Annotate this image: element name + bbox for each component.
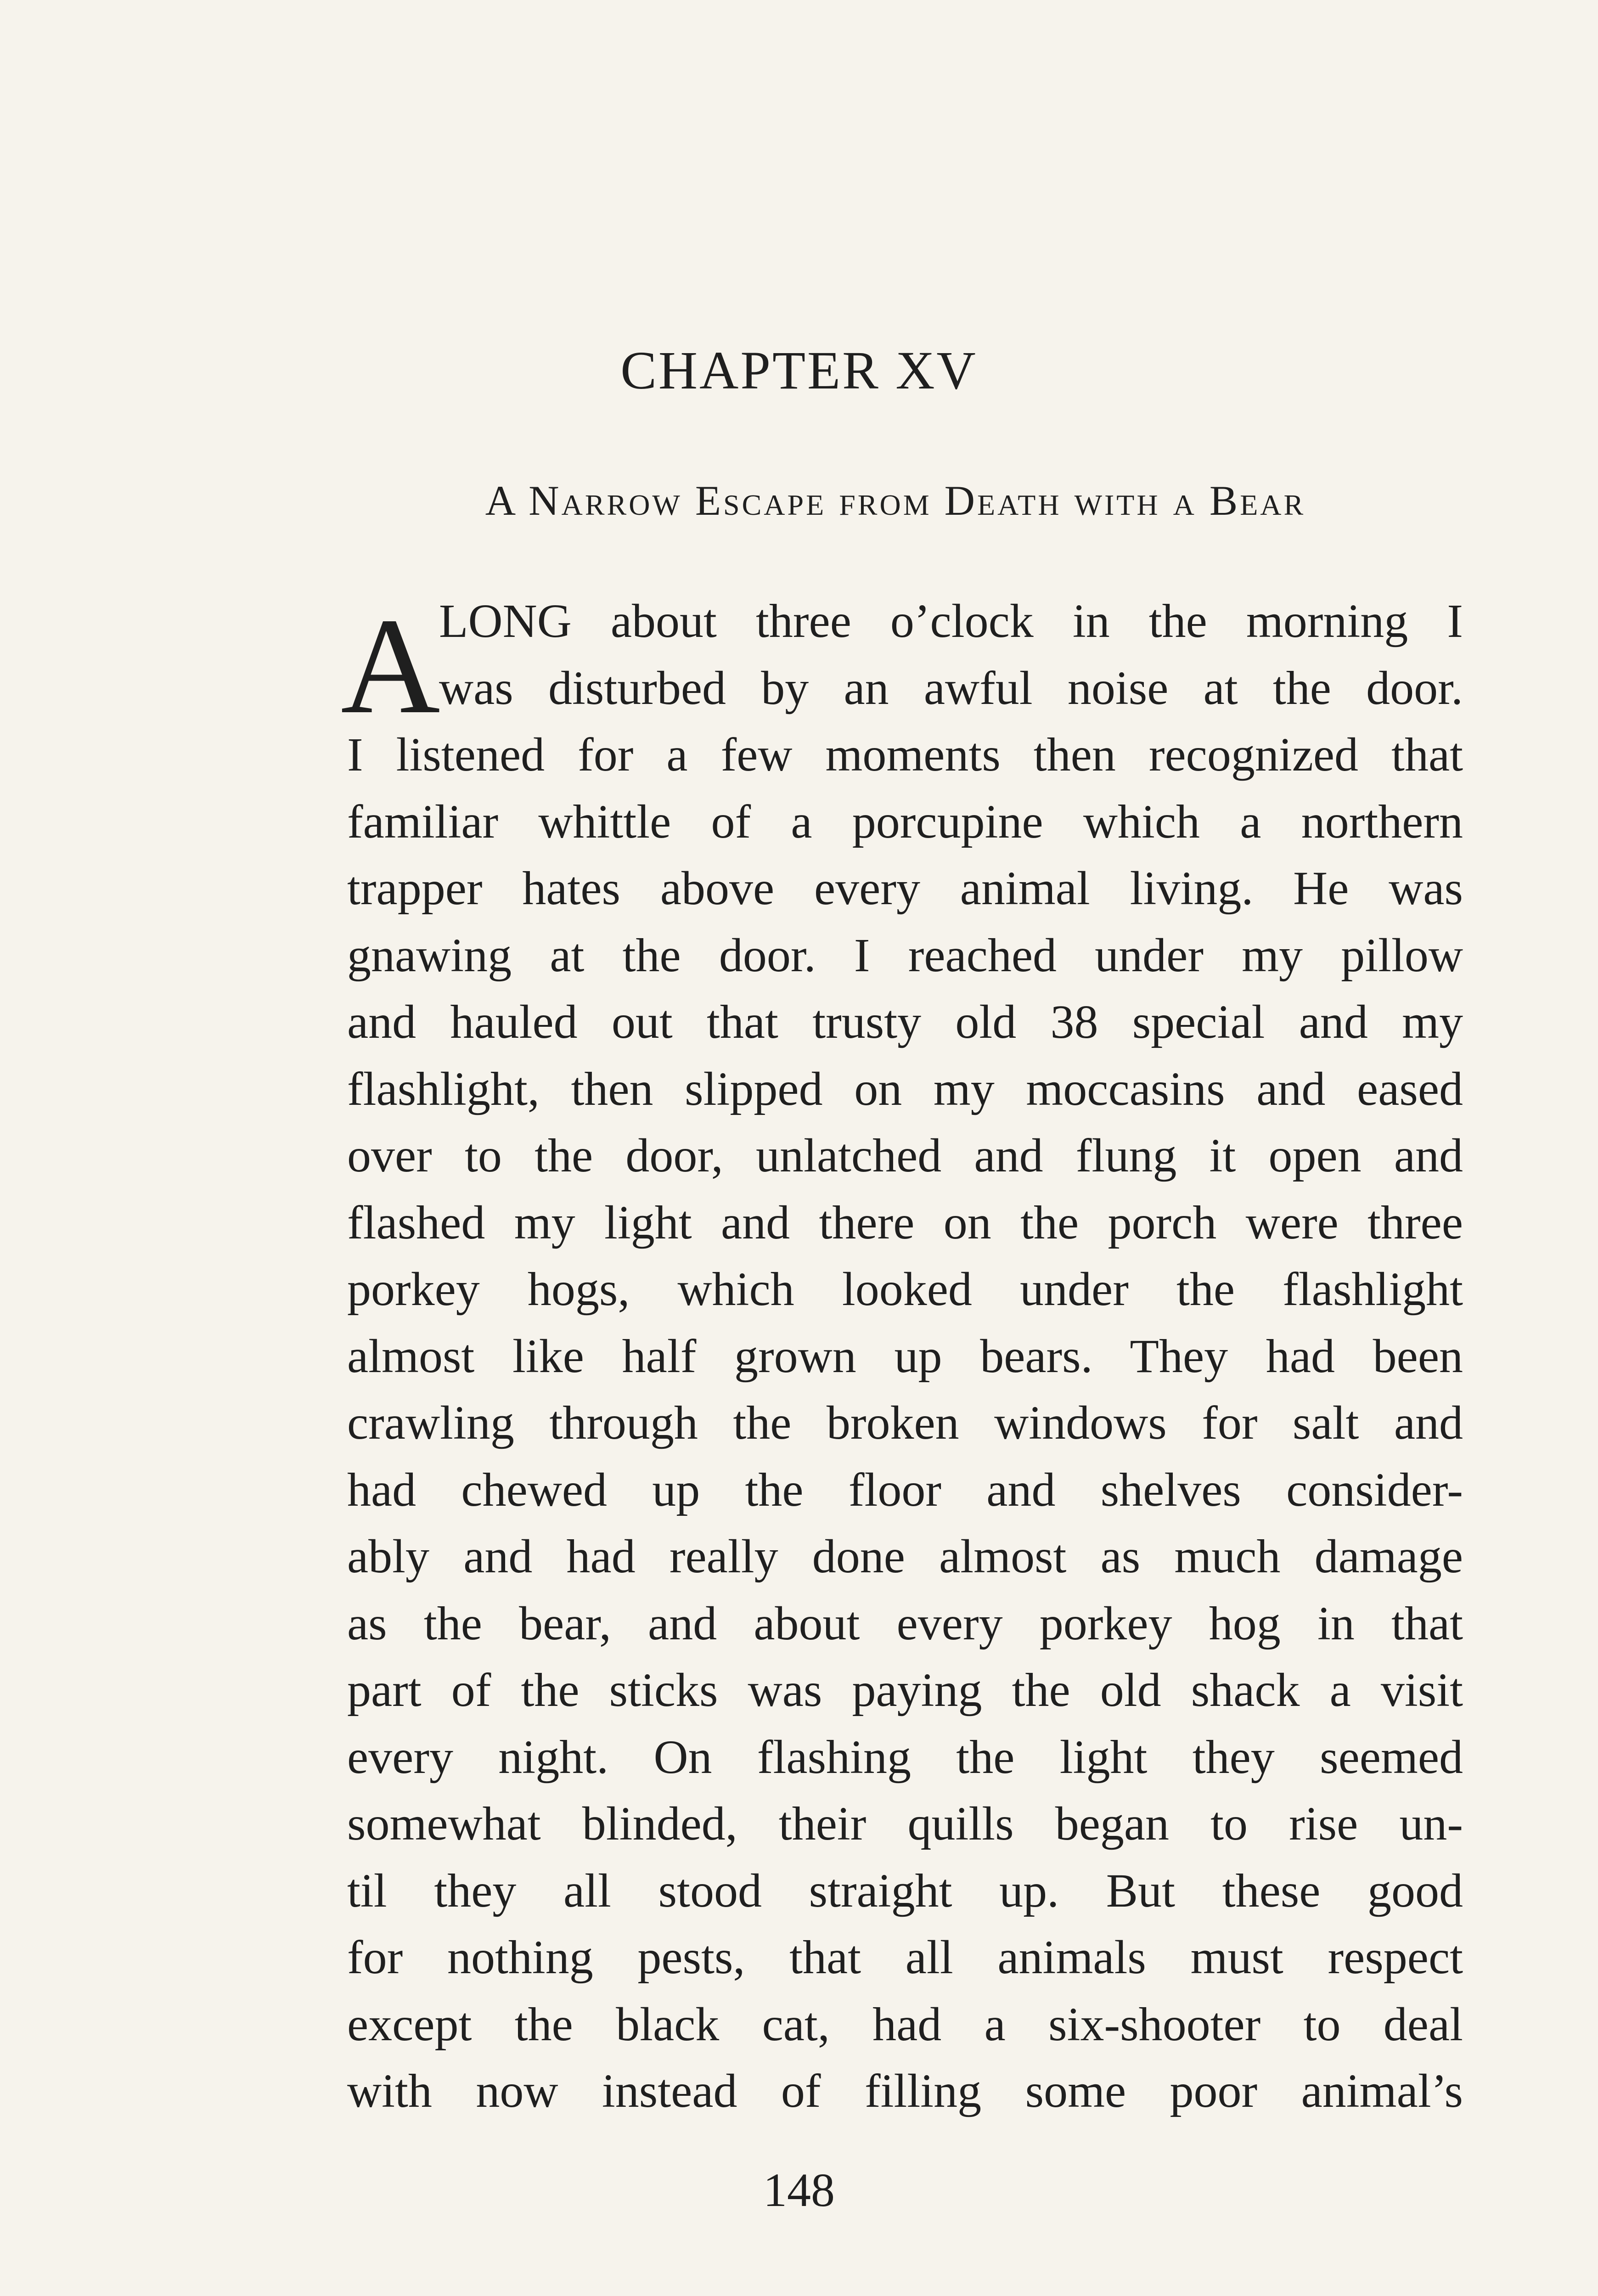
- text-line: except the black cat, had a six-shooter to deal: [347, 1998, 1463, 2051]
- text-line: somewhat blinded, their quills began to rise un-: [347, 1797, 1463, 1850]
- text-line: til they all stood straight up. But these good: [347, 1864, 1463, 1917]
- body-text: [341, 588, 1463, 2125]
- chapter-title: A Narrow Escape from Death with a Bear: [485, 477, 1306, 524]
- text-line: flashlight, then slipped on my moccasins and eased: [347, 1062, 1463, 1115]
- text-line: with now instead of filling some poor animal’s: [347, 2065, 1463, 2117]
- text-line: over to the door, unlatched and flung it open and: [347, 1129, 1463, 1182]
- chapter-heading: CHAPTER XV: [620, 340, 978, 400]
- text-line: trapper hates above every animal living. He was: [347, 862, 1463, 915]
- text-line: gnawing at the door. I reached under my pillow: [347, 929, 1463, 982]
- text-line: porkey hogs, which looked under the flashlight: [347, 1263, 1463, 1316]
- text-line: as the bear, and about every porkey hog in that: [347, 1597, 1463, 1650]
- text-line: had chewed up the floor and shelves consider-: [347, 1463, 1463, 1516]
- text-line: almost like half grown up bears. They had been: [347, 1329, 1463, 1383]
- text-line: for nothing pests, that all animals must respect: [347, 1931, 1463, 1984]
- text-line: LONG about three o’clock in the morning I: [439, 595, 1463, 647]
- text-line: was disturbed by an awful noise at the door.: [439, 661, 1463, 715]
- text-line: ably and had really done almost as much damage: [347, 1530, 1463, 1583]
- text-line: I listened for a few moments then recognized that: [347, 728, 1463, 781]
- drop-cap: A: [341, 590, 440, 742]
- text-line: crawling through the broken windows for salt and: [347, 1396, 1463, 1449]
- text-line: and hauled out that trusty old 38 special and my: [347, 996, 1463, 1048]
- text-line: every night. On flashing the light they seemed: [347, 1730, 1463, 1784]
- text-line: familiar whittle of a porcupine which a northern: [347, 795, 1463, 848]
- text-line: part of the sticks was paying the old shack a visit: [347, 1664, 1463, 1716]
- page-number: 148: [763, 2164, 835, 2217]
- text-line: flashed my light and there on the porch were three: [347, 1196, 1463, 1249]
